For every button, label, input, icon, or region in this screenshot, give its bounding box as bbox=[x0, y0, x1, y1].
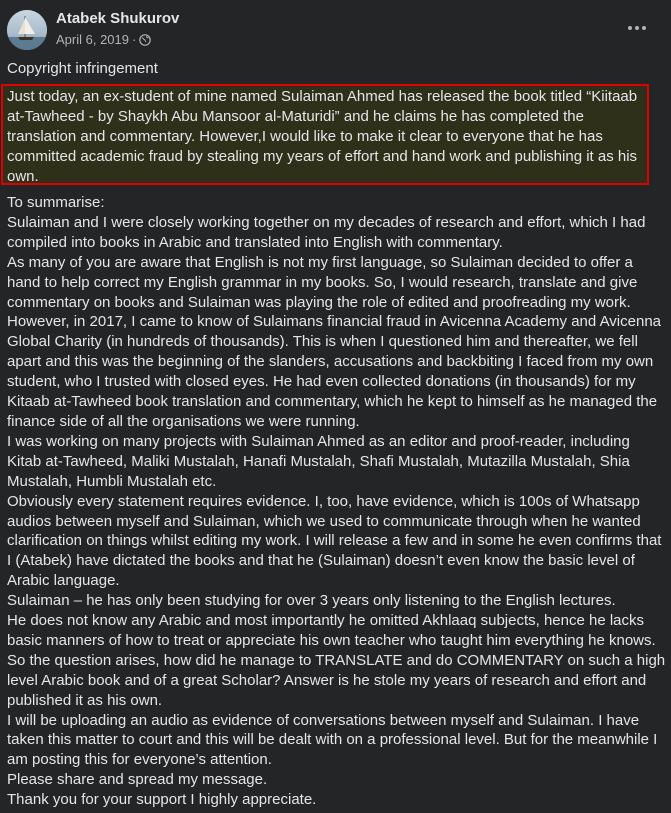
avatar-image bbox=[7, 10, 47, 50]
highlighted-paragraph bbox=[7, 87, 657, 187]
body-paragraph: Sulaiman and I were closely working together on my decades of research and effort, which I had compiled into books in Arabic and translated into English with commentary. bbox=[7, 213, 646, 251]
meta-separator: · bbox=[132, 32, 137, 47]
avatar[interactable] bbox=[7, 10, 47, 50]
body-paragraph: I will be uploading an audio as evidence of conversations between myself and Sulaiman. I have taken this matter to court and this will be dealt with on a professional level. But for the meanwhile I am posting this for everyone’s attention. bbox=[7, 711, 658, 769]
body-paragraph: Thank you for your support I highly appreciate. bbox=[7, 791, 317, 809]
post-title: Copyright infringement bbox=[7, 60, 158, 77]
post-body bbox=[7, 193, 667, 810]
highlighted-text: Just today, an ex-student of mine named Sulaiman Ahmed has released the book titled “Kiitaab at-Tawheed - by Shaykh Abu Mansoor al-Maturidi” and he claims he has completed the translation and commentary. However,I would like to make it clear to everyone that he has committed academic fraud by stealing my years of effort and hand work and publishing it as his own. bbox=[7, 88, 638, 185]
body-paragraph: I was working on many projects with Sulaiman Ahmed as an editor and proof-reader, including Kitab at-Tawheed, Maliki Mustalah, Hanafi Mustalah, Shafi Mustalah, Mutazilla Mustalah, Shia Mustalah, Humbli Mustalah etc. bbox=[7, 432, 630, 490]
body-paragraph: He does not know any Arabic and most importantly he omitted Akhlaaq subjects, hence he lacks basic manners of how to treat or appreciate his own teacher who taught him everything he knows. So the question arises, how did he manage to TRANSLATE and do COMMENTARY on such a high level Arabic book and of a great Scholar? Answer is he stole my years of research and effort and published it as his own. bbox=[7, 612, 666, 709]
more-options-icon bbox=[627, 25, 647, 31]
body-paragraph: Please share and spread my message. bbox=[7, 771, 268, 789]
author-name[interactable]: Atabek Shukurov bbox=[56, 10, 180, 27]
post-meta bbox=[56, 32, 151, 47]
post-header bbox=[0, 0, 671, 56]
body-paragraph: However, in 2017, I came to know of Sulaimans financial fraud in Avicenna Academy and Avicenna Global Charity (in hundreds of thousands). This is when I questioned him and thereafter, we fell apart and this was the beginning of the slanders, accusations and backbiting I faced from my own student, who I trusted with closed eyes. He had even collected donations (in thousands) for my Kitaab at-Tawheed book translation and commentary, which he kept to himself as he managed the finance side of all the organisations we were running. bbox=[7, 313, 662, 430]
more-options-button[interactable] bbox=[617, 14, 657, 42]
body-paragraph: As many of you are aware that English is not my first language, so Sulaiman decided to offer a hand to help correct my English grammar in my books. So, I would research, translate and give commentary on books and Sulaiman was playing the role of edited and proofreading my work. bbox=[7, 253, 638, 311]
body-paragraph: To summarise: bbox=[7, 194, 105, 211]
body-paragraph: Obviously every statement requires evidence. I, too, have evidence, which is 100s of Whatsapp audios between myself and Sulaiman, which we used to communicate through when he wanted clarification on things whilst editing my work. I will release a few and in some he even confirms that I (Atabek) have dictated the books and that he (Sulaiman) doesn’t even know the basic level of Arabic language. bbox=[7, 492, 662, 590]
globe-icon[interactable] bbox=[139, 34, 151, 46]
post-date[interactable]: April 6, 2019 bbox=[56, 32, 129, 47]
body-paragraph: Sulaiman – he has only been studying for over 3 years only listening to the English lectures. bbox=[7, 592, 616, 610]
